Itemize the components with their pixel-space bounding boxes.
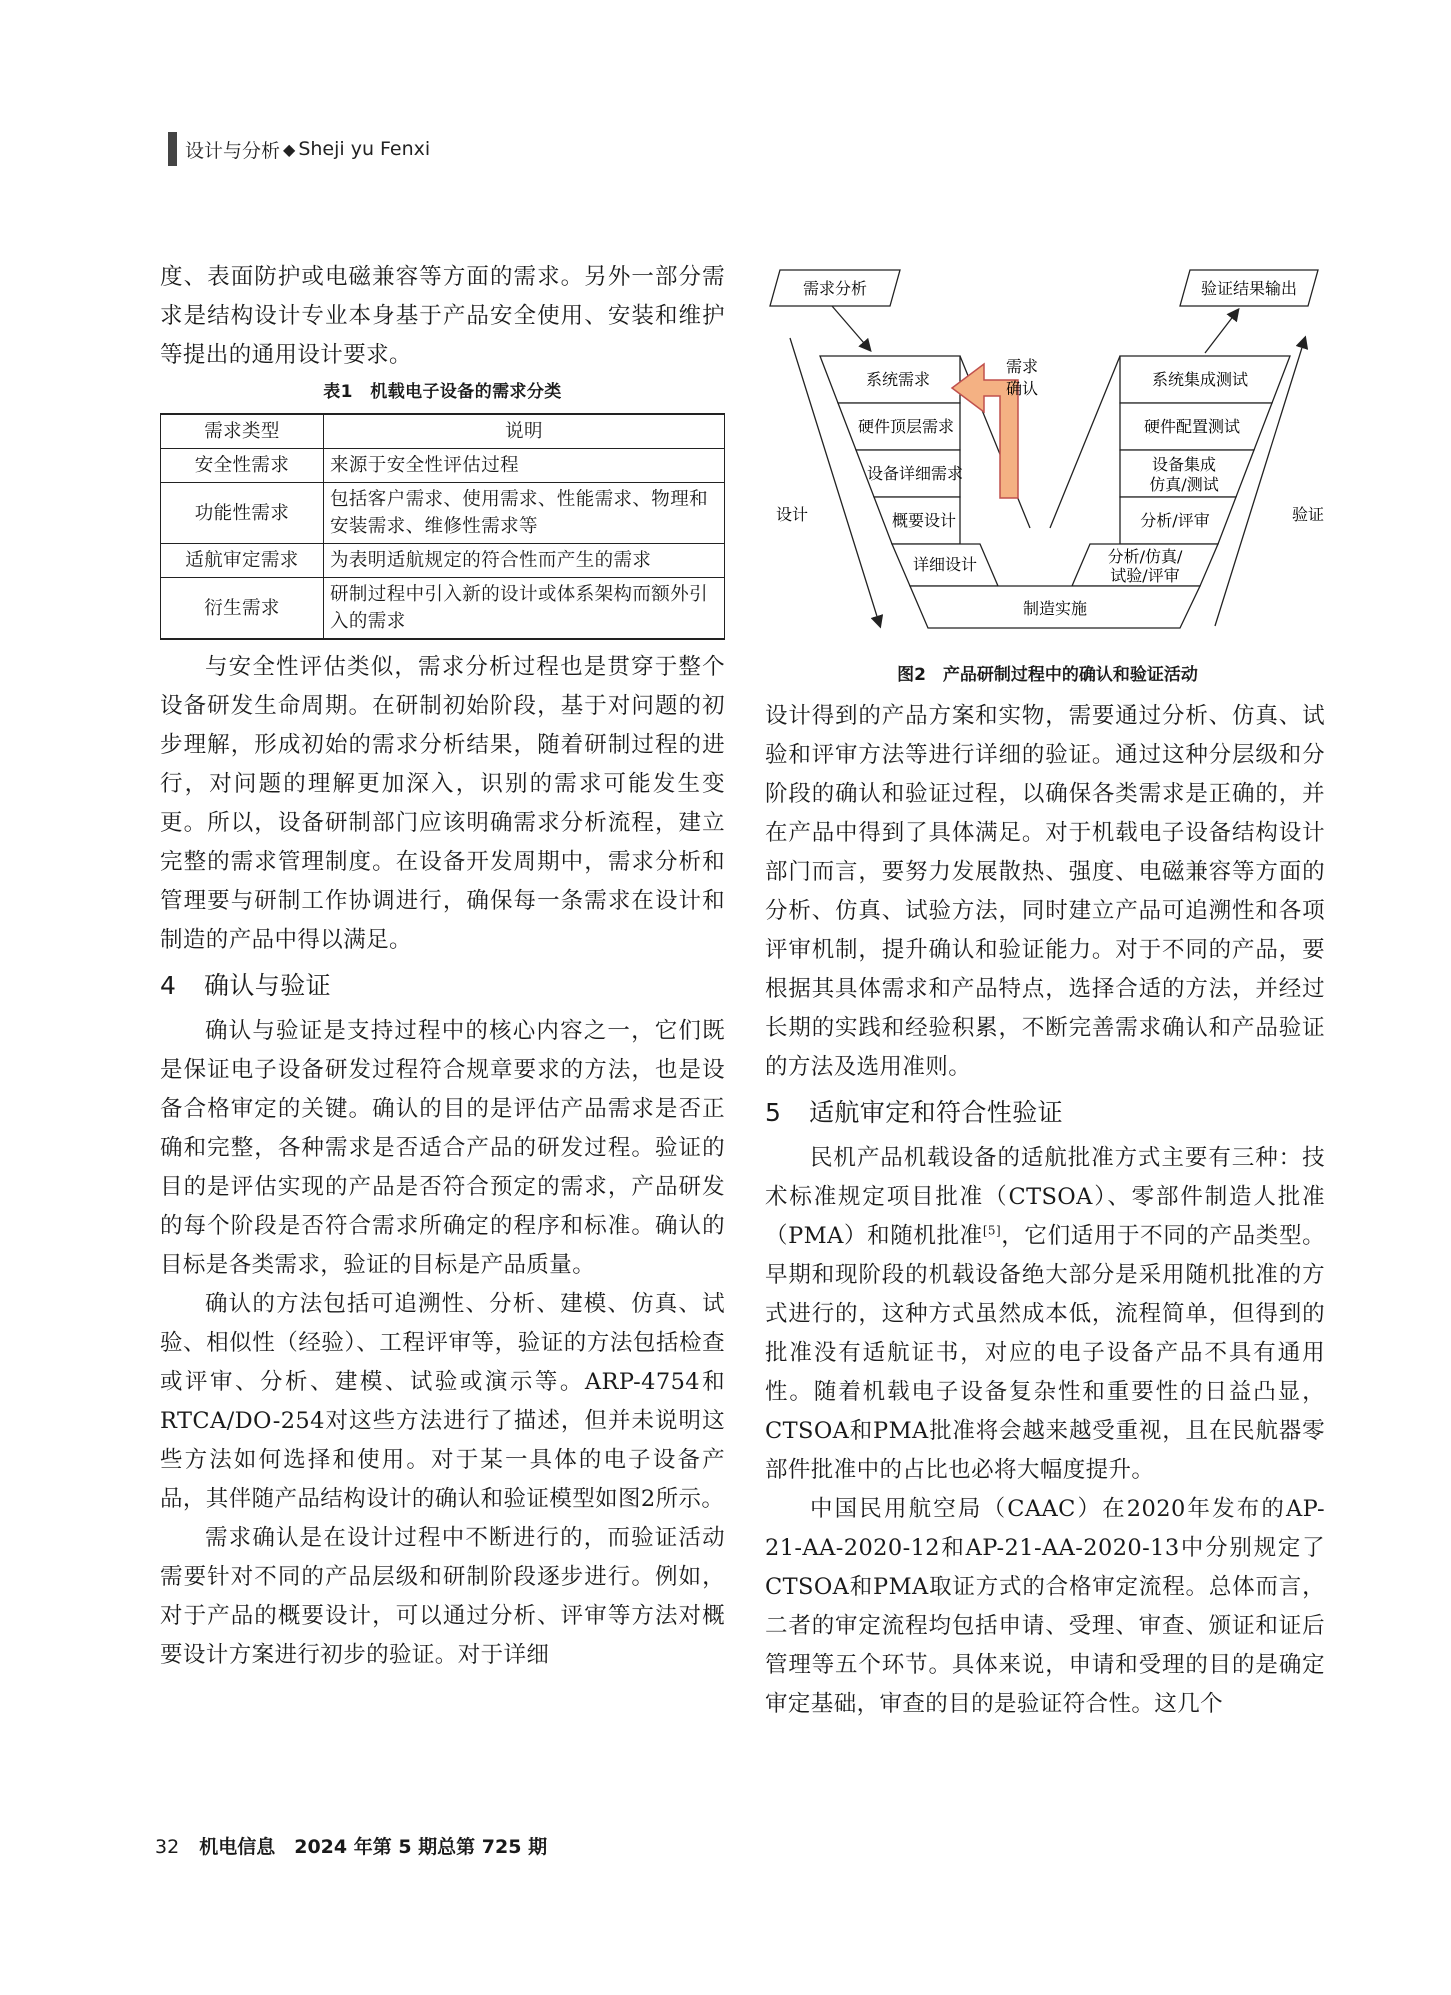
section-4-heading [160, 964, 725, 1008]
table-row [161, 483, 725, 544]
right-box-label: 试验/评审 [1110, 566, 1180, 585]
requirements-table [160, 413, 725, 640]
right-paragraph-2 [765, 1139, 1325, 1490]
table-header-desc: 说明 [324, 414, 725, 449]
section-5-title: 适航审定和符合性验证 [809, 1098, 1064, 1127]
table-cell-type: 安全性需求 [161, 449, 324, 483]
right-paragraph-2a: 民机产品机载设备的适航批准方式主要有三种：技术标准规定项目批准（CTSOA）、零部件制造人批准（PMA）和随机批准 [765, 1145, 1325, 1249]
table-row [161, 544, 725, 578]
confirm-label-2: 确认 [1005, 379, 1039, 398]
right-box-label: 分析/评审 [1140, 511, 1210, 530]
output-label: 验证结果输出 [1200, 279, 1298, 298]
right-box-label: 硬件配置测试 [1143, 417, 1241, 436]
left-paragraph-4: 需求确认是在设计过程中不断进行的，而验证活动需要针对不同的产品层级和研制阶段逐步进行。例如，对于产品的概要设计，可以通过分析、评审等方法对概要设计方案进行初步的验证。对于详细 [160, 1525, 725, 1668]
left-intro-paragraph: 度、表面防护或电磁兼容等方面的需求。另外一部分需求是结构设计专业本身基于产品安全使用、安装和维护等提出的通用设计要求。 [160, 264, 725, 368]
header-section-en: Sheji yu Fenxi [298, 138, 431, 160]
table-header-type: 需求类型 [161, 414, 324, 449]
input-label: 需求分析 [802, 279, 868, 298]
design-label: 设计 [775, 505, 809, 524]
confirm-label-1: 需求 [1005, 357, 1039, 376]
citation-ref: [5] [982, 1223, 1002, 1238]
header-section-cn: 设计与分析 [185, 139, 281, 162]
left-paragraph-1: 与安全性评估类似，需求分析过程也是贯穿于整个设备研发生命周期。在研制初始阶段，基于对问题的初步理解，形成初始的需求分析结果，随着研制过程的进行，对问题的理解更加深入，识别的需求可能发生变更。所以，设备研制部门应该明确需求分析流程，建立完整的需求管理制度。在设备开发周期中，需求分析和管理要与研制工作协调进行，确保每一条需求在设计和制造的产品中得以满足。 [160, 654, 725, 953]
output-box [1180, 270, 1318, 306]
v-model-diagram [760, 248, 1335, 658]
running-header [168, 132, 430, 166]
table-cell-desc: 为表明适航规定的符合性而产生的需求 [324, 544, 725, 578]
section-5-heading [765, 1091, 1325, 1135]
right-paragraph-3: 中国民用航空局（CAAC）在2020年发布的AP-21-AA-2020-12和AP-21-AA-2020-13中分别规定了CTSOA和PMA取证方式的合格审定流程。总体而言，二者的审定流程均包括申请、受理、审查、颁证和证后管理等五个环节。具体来说，申请和受理的目的是确定审定基础，审查的目的是验证符合性。这几个 [765, 1496, 1325, 1717]
section-4-title: 确认与验证 [204, 971, 332, 1000]
right-box-label: 设备集成 [1151, 455, 1217, 474]
figure-v-model [760, 248, 1335, 688]
page-footer [155, 1832, 547, 1859]
section-4-number: 4 [160, 971, 177, 1000]
table-caption: 表1 机载电子设备的需求分类 [323, 382, 562, 402]
table-cell-type: 适航审定需求 [161, 544, 324, 578]
v-center-right [1050, 356, 1120, 528]
table-row [161, 578, 725, 640]
figure-caption: 图2 产品研制过程中的确认和验证活动 [897, 665, 1198, 685]
left-paragraph-2: 确认与验证是支持过程中的核心内容之一，它们既是保证电子设备研发过程符合规章要求的方法，也是设备合格审定的关键。确认的目的是评估产品需求是否正确和完整，各种需求是否适合产品的研发过程。验证的目的是评估实现的产品是否符合预定的需求，产品研发的每个阶段是否符合需求所确定的程序和标准。确认的目标是各类需求，验证的目标是产品质量。 [160, 1018, 725, 1278]
left-paragraph-3: 确认的方法包括可追溯性、分析、建模、仿真、试验、相似性（经验）、工程评审等，验证的方法包括检查或评审、分析、建模、试验或演示等。ARP-4754和RTCA/DO-254对这些方法进行了描述，但并未说明这些方法如何选择和使用。对于某一具体的电子设备产品，其伴随产品结构设计的确认和验证模型如图2所示。 [160, 1291, 725, 1512]
table-cell-desc: 研制过程中引入新的设计或体系架构而额外引入的需求 [324, 578, 725, 640]
table-header-row [161, 414, 725, 449]
left-box-label: 概要设计 [891, 511, 957, 530]
table-cell-type: 衍生需求 [161, 578, 324, 640]
right-paragraph-2b: ，它们适用于不同的产品类型。早期和现阶段的机载设备绝大部分是采用随机批准的方式进行的，这种方式虽然成本低，流程简单，但得到的批准没有适航证书，对应的电子设备产品不具有通用性。随着机载电子设备复杂性和重要性的日益凸显，CTSOA和PMA批准将会越来越受重视，且在民航器零部件批准中的占比也必将大幅度提升。 [765, 1223, 1325, 1483]
page-number: 32 [155, 1836, 180, 1858]
input-arrow [832, 306, 870, 350]
table-row [161, 449, 725, 483]
table-cell-desc: 来源于安全性评估过程 [324, 449, 725, 483]
verify-label: 验证 [1291, 505, 1325, 524]
header-separator: ◆ [283, 139, 296, 159]
section-5-number: 5 [765, 1098, 782, 1127]
header-bar [168, 132, 177, 166]
right-box-label: 仿真/测试 [1149, 475, 1219, 494]
table-cell-type: 功能性需求 [161, 483, 324, 544]
bottom-box-label: 制造实施 [1022, 599, 1088, 618]
left-box-label: 硬件顶层需求 [857, 417, 955, 436]
right-paragraph-1: 设计得到的产品方案和实物，需要通过分析、仿真、试验和评审方法等进行详细的验证。通过这种分层级和分阶段的确认和验证过程，以确保各类需求是正确的，并在产品中得到了具体满足。对于机载电子设备结构设计部门而言，要努力发展散热、强度、电磁兼容等方面的分析、仿真、试验方法，同时建立产品可追溯性和各项评审机制，提升确认和验证能力。对于不同的产品，要根据其具体需求和产品特点，选择合适的方法，并经过长期的实践和经验积累，不断完善需求确认和产品验证的方法及选用准则。 [765, 703, 1325, 1080]
input-box [770, 270, 900, 306]
left-box-label: 设备详细需求 [866, 464, 964, 483]
left-box-label: 详细设计 [912, 555, 978, 574]
journal-info: 机电信息 2024 年第 5 期总第 725 期 [199, 1836, 548, 1858]
left-column [160, 258, 725, 1675]
output-arrow [1205, 310, 1238, 353]
right-column [765, 697, 1325, 1724]
right-box-label: 系统集成测试 [1151, 370, 1249, 389]
table-cell-desc: 包括客户需求、使用需求、性能需求、物理和安装需求、维修性需求等 [324, 483, 725, 544]
left-box-label: 系统需求 [865, 370, 931, 389]
right-box-label: 分析/仿真/ [1107, 547, 1183, 566]
